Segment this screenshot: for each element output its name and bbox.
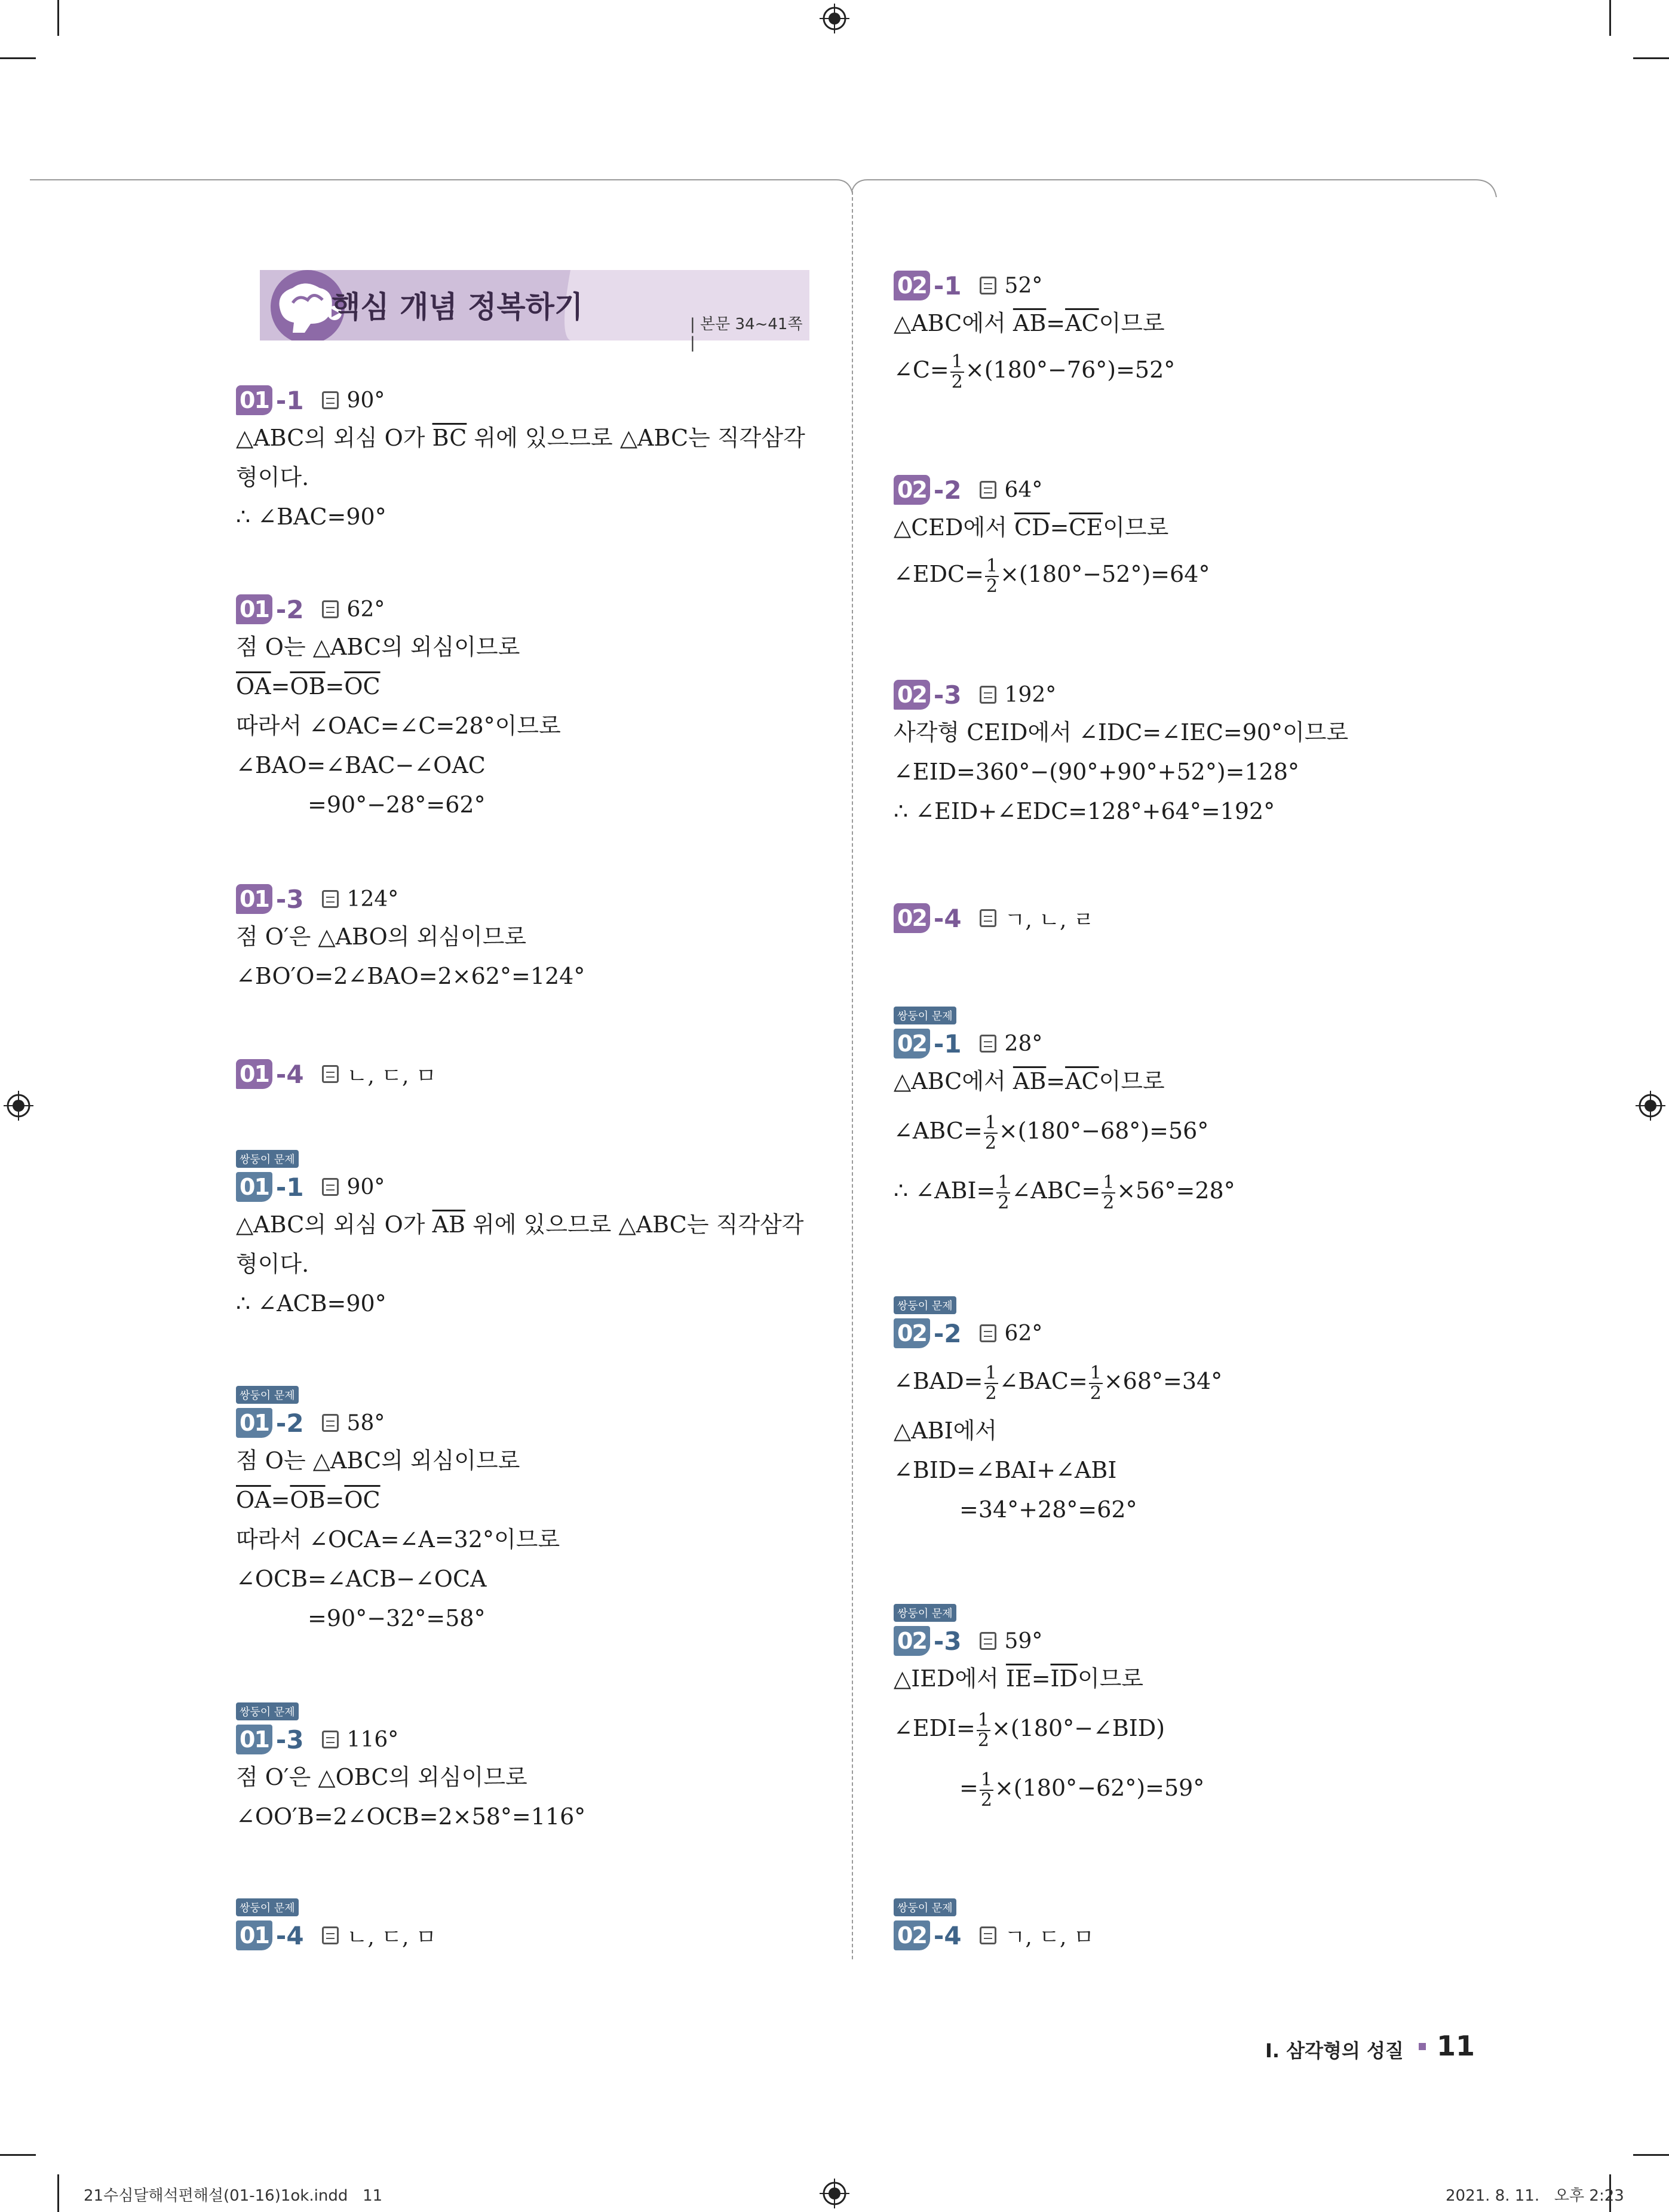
solution-line: △IED에서 $\overline{IE}=\overline{ID}$이므로	[894, 1665, 1144, 1692]
solution-line: △CED에서 $\overline{CD}=\overline{CE}$이므로	[894, 514, 1169, 541]
twin-badge: 쌍둥이 문제	[894, 1898, 956, 1916]
twin-badge: 쌍둥이 문제	[236, 1150, 299, 1168]
solution-line: 형이다.	[236, 1251, 309, 1277]
answer-value: 58°	[346, 1410, 385, 1435]
problem-suffix: -3	[275, 884, 304, 914]
solution-line: 점 O′은 △ABO의 외심이므로	[236, 924, 527, 950]
registration-mark-icon	[1636, 1091, 1665, 1121]
answer-icon	[980, 481, 996, 499]
answer-value: ㄱ, ㄴ, ㄹ	[1004, 907, 1094, 932]
twin-badge: 쌍둥이 문제	[894, 1007, 956, 1024]
problem-suffix: -1	[933, 1029, 962, 1059]
solution-line: ∠C= $\frac{1}{2}$ ×(180°−76°)=52°	[894, 351, 1176, 392]
twin-badge: 쌍둥이 문제	[894, 1296, 956, 1314]
answer-icon	[322, 600, 339, 618]
problem-02-2	[894, 472, 1467, 601]
answer-icon	[322, 391, 339, 409]
problem-suffix: -2	[275, 1408, 304, 1438]
answer-icon	[980, 1926, 996, 1944]
problem-01-1	[236, 382, 809, 536]
solution-line: ∴ ∠EID+∠EDC=128°+64°=192°	[894, 798, 1275, 824]
crop-mark	[1633, 2154, 1669, 2156]
solution-line: =34°+28°=62°	[959, 1496, 1137, 1523]
answer-icon	[322, 1065, 339, 1083]
crop-mark	[0, 57, 36, 59]
answer-icon	[322, 890, 339, 908]
solution-line: = $\frac{1}{2}$ ×(180°−62°)=59°	[959, 1769, 1205, 1811]
solution-line: 점 O는 △ABC의 외심이므로	[236, 634, 520, 660]
answer-value: 62°	[1004, 1321, 1043, 1346]
answer-value: ㄴ, ㄷ, ㅁ	[346, 1925, 437, 1950]
problem-number: 01	[236, 1408, 272, 1438]
solution-line: $\overline{OA}=\overline{OB}=\overline{OC}$	[236, 1487, 381, 1513]
header-rule	[30, 173, 1499, 221]
solution-line: ∠EDC= $\frac{1}{2}$ ×(180°−52°)=64°	[894, 555, 1210, 597]
problem-01-4	[236, 1056, 809, 1092]
fraction: $\frac{1}{2}$	[980, 1769, 992, 1811]
problem-01-3	[236, 881, 809, 996]
fraction: $\frac{1}{2}$	[986, 555, 998, 597]
problem-suffix: -1	[275, 1172, 304, 1202]
solution-line: △ABI에서	[894, 1418, 998, 1444]
answer-value: 90°	[346, 1174, 385, 1199]
banner-title: 핵심 개념 정복하기	[332, 290, 584, 324]
chapter-title: Ⅰ. 삼각형의 성질	[1265, 2039, 1404, 2062]
solution-line: ∠ABC= $\frac{1}{2}$ ×(180°−68°)=56°	[894, 1112, 1209, 1153]
problem-01-2	[236, 591, 809, 824]
fraction: $\frac{1}{2}$	[1103, 1171, 1115, 1213]
twin-problem-01-2	[236, 1386, 809, 1638]
twin-problem-02-4	[894, 1898, 1467, 1953]
fraction: $\frac{1}{2}$	[998, 1171, 1010, 1213]
solution-line: △ABC에서 $\overline{AB}=\overline{AC}$이므로	[894, 1068, 1165, 1094]
twin-badge: 쌍둥이 문제	[894, 1604, 956, 1622]
problem-number: 02	[894, 1029, 930, 1059]
answer-value: 124°	[346, 886, 399, 912]
fraction: $\frac{1}{2}$	[1090, 1362, 1102, 1404]
problem-suffix: -3	[933, 680, 962, 710]
twin-badge: 쌍둥이 문제	[236, 1386, 299, 1404]
answer-icon	[980, 277, 996, 294]
solution-line: △ABC에서 $\overline{AB}=\overline{AC}$이므로	[894, 310, 1165, 336]
problem-02-3	[894, 677, 1467, 831]
solution-line: =90°−28°=62°	[308, 791, 486, 818]
registration-mark-icon	[820, 2179, 849, 2208]
twin-problem-02-2	[894, 1296, 1467, 1529]
crop-mark	[0, 2154, 36, 2156]
registration-mark-icon	[4, 1091, 33, 1121]
solution-line: =90°−32°=58°	[308, 1605, 486, 1631]
answer-value: 62°	[346, 597, 385, 622]
solution-line: ∴ ∠BAC=90°	[236, 504, 386, 530]
problem-number: 02	[894, 475, 930, 505]
problem-number: 02	[894, 1626, 930, 1656]
answer-value: 28°	[1004, 1031, 1043, 1056]
solution-line: ∠BAD= $\frac{1}{2}$ ∠BAC= $\frac{1}{2}$ ×68°=34°	[894, 1362, 1223, 1404]
answer-value: 52°	[1004, 273, 1043, 298]
page-number: 11	[1437, 2030, 1475, 2062]
problem-suffix: -2	[933, 475, 962, 505]
footer-filename: 21수심달해석편해설(01-16)1ok.indd 11	[84, 2187, 383, 2205]
fraction: $\frac{1}{2}$	[984, 1112, 996, 1153]
solution-line: ∠BID=∠BAI+∠ABI	[894, 1457, 1117, 1483]
answer-icon	[980, 686, 996, 704]
solution-line: 형이다.	[236, 464, 309, 490]
fraction: $\frac{1}{2}$	[977, 1709, 989, 1751]
problem-number: 01	[236, 1920, 272, 1950]
solution-line: ∠EDI= $\frac{1}{2}$ ×(180°−∠BID)	[894, 1709, 1165, 1751]
banner-page-ref: | 본문 34~41쪽 |	[690, 315, 803, 352]
folio-bullet	[1419, 2043, 1426, 2050]
answer-icon	[322, 1178, 339, 1196]
crop-mark	[1609, 0, 1611, 36]
twin-problem-02-3	[894, 1604, 1467, 1818]
problem-number: 02	[894, 1920, 930, 1950]
solution-line: ∠BAO=∠BAC−∠OAC	[236, 752, 486, 778]
answer-value: ㄱ, ㄷ, ㅁ	[1004, 1925, 1094, 1950]
problem-number: 02	[894, 903, 930, 933]
twin-problem-01-4	[236, 1898, 809, 1953]
problem-number: 01	[236, 385, 272, 415]
solution-line: ∠OO′B=2∠OCB=2×58°=116°	[236, 1803, 586, 1830]
crop-mark	[57, 2174, 59, 2212]
answer-icon	[322, 1926, 339, 1944]
crop-mark	[57, 0, 59, 36]
answer-value: 116°	[346, 1727, 399, 1752]
problem-02-4	[894, 900, 1467, 936]
problem-suffix: -1	[933, 271, 962, 300]
solution-line: ∠EID=360°−(90°+90°+52°)=128°	[894, 759, 1300, 785]
answer-value: 59°	[1004, 1628, 1043, 1653]
problem-number: 01	[236, 884, 272, 914]
solution-line: △ABC의 외심 O가 $\overline{AB}$ 위에 있으므로 △ABC는 직각삼각	[236, 1211, 804, 1238]
answer-icon	[322, 1731, 339, 1748]
problem-suffix: -3	[933, 1626, 962, 1656]
solution-line: 따라서 ∠OAC=∠C=28°이므로	[236, 713, 561, 739]
answer-icon	[980, 1324, 996, 1342]
solution-line: $\overline{OA}=\overline{OB}=\overline{OC}$	[236, 673, 381, 700]
twin-problem-02-1	[894, 1007, 1467, 1220]
problem-number: 02	[894, 680, 930, 710]
answer-value: 90°	[346, 388, 385, 413]
problem-number: 02	[894, 1318, 930, 1348]
fraction: $\frac{1}{2}$	[985, 1362, 997, 1404]
footer-timestamp: 2021. 8. 11. 오후 2:23	[1446, 2187, 1624, 2205]
solution-line: 따라서 ∠OCA=∠A=32°이므로	[236, 1526, 560, 1553]
twin-badge: 쌍둥이 문제	[236, 1702, 299, 1720]
fraction: $\frac{1}{2}$	[951, 351, 963, 392]
solution-line: ∴ ∠ABI= $\frac{1}{2}$ ∠ABC= $\frac{1}{2}$ ×56°=28°	[894, 1171, 1235, 1213]
problem-number: 01	[236, 1172, 272, 1202]
twin-problem-01-3	[236, 1702, 809, 1836]
problem-suffix: -2	[933, 1318, 962, 1348]
problem-number: 01	[236, 1725, 272, 1754]
column-divider	[852, 191, 853, 1959]
problem-number: 01	[236, 594, 272, 624]
solution-line: 점 O′은 △OBC의 외심이므로	[236, 1764, 527, 1790]
answer-value: 64°	[1004, 477, 1043, 502]
answer-icon	[980, 1632, 996, 1650]
solution-line: ∴ ∠ACB=90°	[236, 1290, 386, 1317]
registration-mark-icon	[820, 4, 849, 33]
twin-badge: 쌍둥이 문제	[236, 1898, 299, 1916]
answer-value: ㄴ, ㄷ, ㅁ	[346, 1063, 437, 1088]
problem-suffix: -4	[933, 1920, 962, 1950]
answer-value: 192°	[1004, 682, 1057, 707]
problem-suffix: -1	[275, 385, 304, 415]
solution-line: 점 O는 △ABC의 외심이므로	[236, 1447, 520, 1474]
problem-suffix: -3	[275, 1725, 304, 1754]
solution-line: ∠OCB=∠ACB−∠OCA	[236, 1566, 487, 1592]
crop-mark	[1633, 57, 1669, 59]
problem-suffix: -4	[275, 1920, 304, 1950]
problem-number: 01	[236, 1059, 272, 1089]
twin-problem-01-1	[236, 1150, 809, 1323]
solution-line: ∠BO′O=2∠BAO=2×62°=124°	[236, 963, 585, 989]
section-banner	[236, 270, 809, 352]
problem-suffix: -4	[275, 1059, 304, 1089]
problem-suffix: -2	[275, 594, 304, 624]
problem-suffix: -4	[933, 903, 962, 933]
answer-icon	[980, 909, 996, 927]
solution-line: 사각형 CEID에서 ∠IDC=∠IEC=90°이므로	[894, 719, 1349, 745]
problem-number: 02	[894, 271, 930, 300]
answer-icon	[322, 1414, 339, 1432]
answer-icon	[980, 1035, 996, 1053]
problem-02-1	[894, 268, 1467, 397]
solution-line: △ABC의 외심 O가 $\overline{BC}$ 위에 있으므로 △ABC는 직각삼각	[236, 425, 805, 451]
